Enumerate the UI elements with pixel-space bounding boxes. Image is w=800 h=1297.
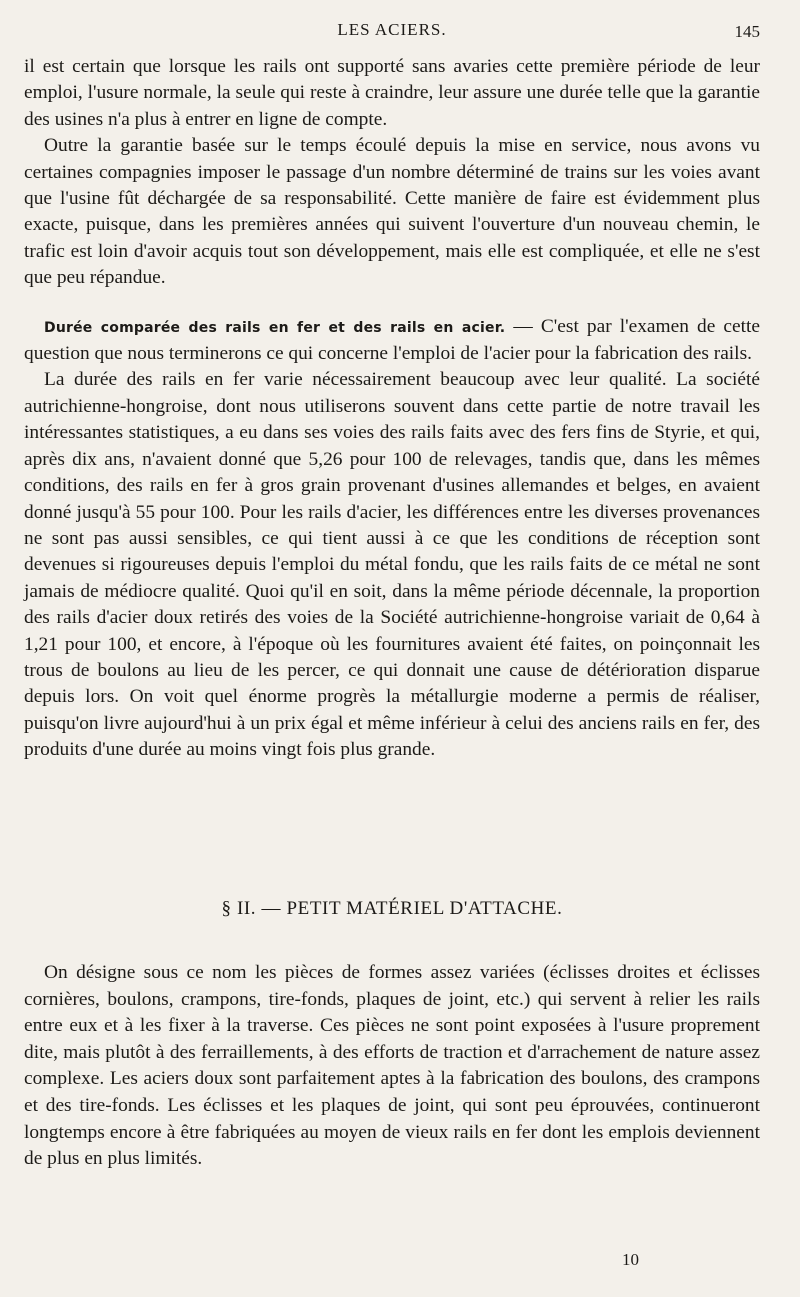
paragraph-3 (24, 314, 760, 368)
running-head (24, 20, 760, 44)
page-number: 145 (734, 22, 760, 41)
paragraph-3-text: — C'est par l'examen de cette question que nous terminerons ce qui concerne l'emploi de l'acier pour la fabrication des rails. (24, 315, 760, 365)
run-in-heading: Durée comparée des rails en fer et des rails en acier. (44, 319, 506, 336)
section-text (24, 960, 760, 1173)
section-paragraph-1: On désigne sous ce nom les pièces de formes assez variées (éclisses droites et éclisses cornières, boulons, crampons, tire-fonds, plaques de joint, etc.) qui servent à relier les rails entre eux et à les fixer à la traverse. Ces pièces ne sont point exposées à l'usure proprement dite, mais plutôt à des ferraillements, à des efforts de traction et d'arrachement de nature assez complexe. Les aciers doux sont parfaitement aptes à la fabrication des boulons, des crampons et des tire-fonds. Les éclisses et les plaques de joint, qui sont peu éprouvées, continueront longtemps encore à être fabriquées au moyen de vieux rails en fer dont les emplois deviennent de plus en plus limités. (24, 962, 760, 1170)
body-text (24, 54, 760, 764)
signature-mark: 10 (622, 1250, 639, 1269)
paragraph-4: La durée des rails en fer varie nécessairement beaucoup avec leur qualité. La société autrichienne-hongroise, dont nous utiliserons souvent dans cette partie de notre travail les intéressantes statistiques, a eu dans ses voies des rails faits avec des fers fins de Styrie, et qui, après dix ans, n'avaient donné que 5,26 pour 100 de relevages, tandis que, dans les mêmes conditions, des rails en fer à gros grain provenant d'usines allemandes et belges, en avaient donné jusqu'à 55 pour 100. Pour les rails d'acier, les différences entre les diverses provenances ne sont pas aussi sensibles, ce qui tient aussi à ce que les conditions de réception sont devenues si rigoureuses depuis l'emploi du métal fondu, que les rails faits de ce métal ne sont jamais de médiocre qualité. Quoi qu'il en soit, dans la même période décennale, la proportion des rails d'acier doux retirés des voies de la Société autrichienne-hongroise variait de 0,64 à 1,21 pour 100, et encore, à l'époque où les fournitures avaient été faites, on poinçonnait les trous de boulons au lieu de les percer, ce qui donnait une cause de détérioration disparue depuis lors. On voit quel énorme progrès la métallurgie moderne a permis de réaliser, puisqu'on livre aujourd'hui à un prix égal et même inférieur à celui des anciens rails en fer, des produits d'une durée au moins vingt fois plus grande. (24, 369, 760, 761)
paragraph-1: il est certain que lorsque les rails ont supporté sans avaries cette première période de leur emploi, l'usure normale, la seule qui reste à craindre, leur assure une durée telle que la garantie des usines n'a plus à entrer en ligne de compte. (24, 56, 760, 130)
running-title: LES ACIERS. (337, 20, 447, 39)
section-heading: § II. — PETIT MATÉRIEL D'ATTACHE. (221, 898, 563, 919)
paragraph-2: Outre la garantie basée sur le temps écoulé depuis la mise en service, nous avons vu certaines compagnies imposer le passage d'un nombre déterminé de trains sur les voies avant que l'usine fût déchargée de sa responsabilité. Cette manière de faire est évidemment plus exacte, puisque, dans les premières années qui suivent l'ouverture d'un nouveau chemin, le trafic est loin d'avoir acquis tout son développement, mais elle est compliquée, et elle ne s'est que peu répandue. (24, 135, 760, 289)
